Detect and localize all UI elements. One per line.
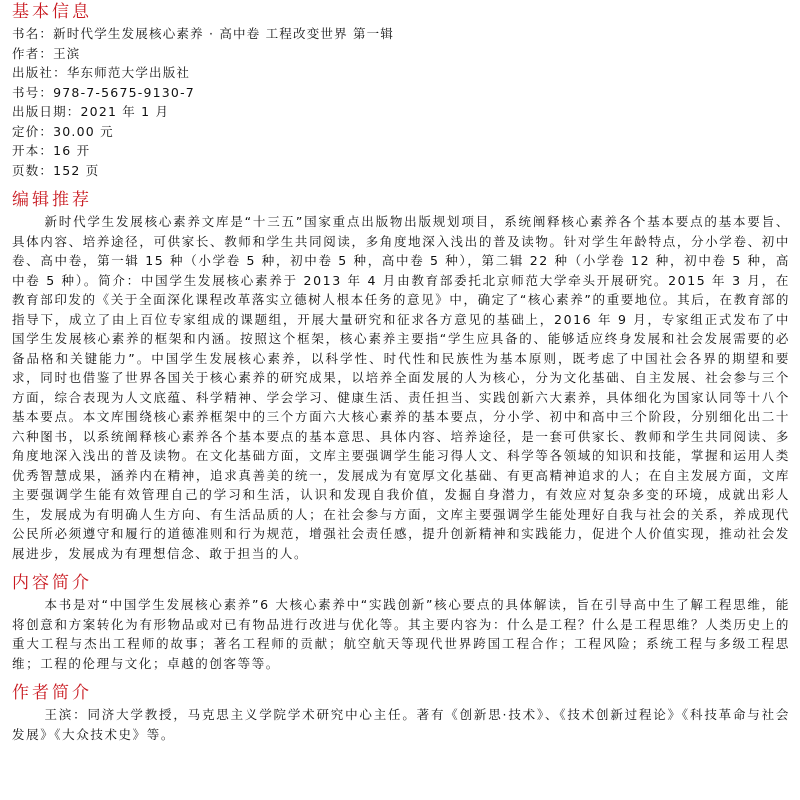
info-label: 书名： (12, 26, 54, 41)
info-value: 16 开 (53, 143, 91, 158)
content-intro-section (12, 573, 790, 673)
section-title-content-intro: 内容简介 (12, 573, 92, 593)
info-label: 出版日期： (12, 104, 81, 119)
content-intro-text: 本书是对“中国学生发展核心素养”6 大核心素养中“实践创新”核心要点的具体解读，旨在引导高中生了解工程思维，能将创意和方案转化为有形物品或对已有物品进行改进与优化等。其主要内容为：什么是工程？什么是工程思维？人类历史上的重大工程与杰出工程师的故事；著名工程师的贡献；航空航天等现代世界跨国工程合作；工程风险；系统工程与多级工程思维；工程的伦理与文化；卓越的创客等等。 (12, 597, 790, 671)
info-value: 华东师范大学出版社 (66, 65, 191, 80)
info-row-author (12, 44, 790, 64)
info-row-publisher (12, 63, 790, 83)
info-value: 新时代学生发展核心素养 · 高中卷 工程改变世界 第一辑 (53, 26, 395, 41)
section-title-basic-info: 基本信息 (12, 2, 92, 22)
editor-recommendation-section (12, 190, 790, 563)
info-label: 定价： (12, 123, 54, 139)
info-value: 152 页 (53, 162, 100, 178)
info-row-pub-date (12, 102, 790, 122)
section-title-editor-recommendation: 编辑推荐 (12, 190, 92, 210)
info-value: 王滨 (53, 45, 81, 61)
section-title-author-intro: 作者简介 (12, 683, 92, 703)
info-row-pages (12, 161, 790, 181)
basic-info-section (12, 2, 790, 180)
info-label: 页数： (12, 162, 54, 178)
info-value: 30.00 元 (53, 123, 114, 139)
info-value: 978-7-5675-9130-7 (53, 84, 195, 100)
author-intro-text: 王滨：同济大学教授，马克思主义学院学术研究中心主任。著有《创新思·技术》、《技术创新过程论》《科技革命与社会发展》《大众技术史》等。 (12, 707, 790, 742)
basic-info-list (12, 24, 790, 180)
info-value: 2021 年 1 月 (80, 104, 170, 119)
info-row-format (12, 141, 790, 161)
info-row-price (12, 122, 790, 142)
info-row-isbn (12, 83, 790, 103)
editor-recommendation-text: 新时代学生发展核心素养文库是“十三五”国家重点出版物出版规划项目，系统阐释核心素养各个基本要点的基本要旨、具体内容、培养途径，可供家长、教师和学生共同阅读，多角度地深入浅出的普及读物。针对学生年龄特点，分小学卷、初中卷、高中卷，第一辑 15 种（小学卷 5 种，初中卷 5 种，高中卷 5 种），第二辑 22 种（小学卷 12 种，初中卷 5 种，高中卷 5 种）。简介：中国学生发展核心素养于 2013 年 4 月由教育部委托北京师范大学牵头开展研究。2015 年 3 月，在教育部印发的《关于全面深化课程改革落实立德树人根本任务的意见》中，确定了“核心素养”的重要地位。其后，在教育部的指导下，成立了由上百位专家组成的课题组，开展大量研究和征求各方意见的基础上，2016 年 9 月，专家组正式发布了中国学生发展核心素养的框架和内涵。按照这个框架，核心素养主要指“学生应具备的、能够适应终身发展和社会发展需要的必备品格和关键能力”。中国学生发展核心素养，以科学性、时代性和民族性为基本原则，既考虑了中国社会各界的期望和要求，同时也借鉴了世界各国关于核心素养的研究成果，以培养全面发展的人为核心，分为文化基础、自主发展、社会参与三个方面，综合表现为人文底蕴、科学精神、学会学习、健康生活、责任担当、实践创新六大素养，具体细化为国家认同等十八个基本要点。本文库围绕核心素养框架中的三个方面六大核心素养的基本要点，分小学、初中和高中三个阶段，分别细化出二十六种图书，以系统阐释核心素养各个基本要点的基本意思、具体内容、培养途径，是一套可供家长、教师和学生共同阅读、多角度地深入浅出的普及读物。在文化基础方面，文库主要强调学生能习得人文、科学等各领域的知识和技能，掌握和运用人类优秀智慧成果，涵养内在精神，追求真善美的统一，发展成为有宽厚文化基础、有更高精神追求的人；在自主发展方面，文库主要强调学生能有效管理自己的学习和生活，认识和发现自我价值，发掘自身潜力，有效应对复杂多变的环境，成就出彩人生，发展成为有明确人生方向、有生活品质的人；在社会参与方面，文库主要强调学生能处理好自我与社会的关系，养成现代公民所必须遵守和履行的道德准则和行为规范，增强社会责任感，提升创新精神和实践能力，促进个人价值实现，推动社会发展进步，发展成为有理想信念、敢于担当的人。 (12, 214, 790, 561)
info-label: 开本： (12, 143, 54, 158)
info-label: 出版社： (12, 65, 67, 80)
info-label: 书号： (12, 84, 54, 100)
author-intro-section (12, 683, 790, 744)
info-row-title (12, 24, 790, 44)
info-label: 作者： (12, 45, 54, 61)
